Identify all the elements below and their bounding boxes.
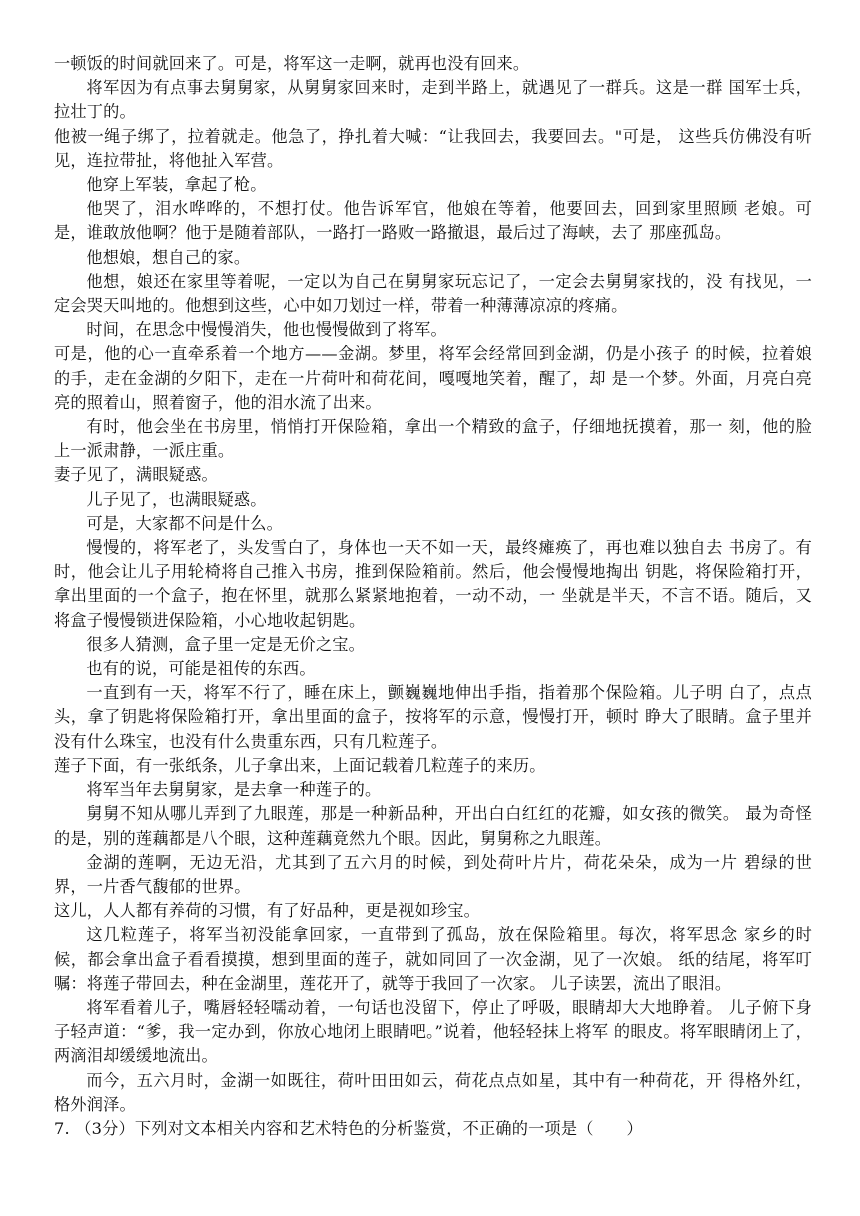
paragraph: 而今，五六月时，金湖一如既往，荷叶田田如云，荷花点点如星，其中有一种荷花，开 得格外红，格外润泽。 (54, 1070, 812, 1114)
story-body (54, 52, 812, 1117)
paragraph: 他想，娘还在家里等着呢，一定以为自己在舅舅家玩忘记了，一定会去舅舅家找的，没 有找见，一定会哭天叫地的。他想到这些，心中如刀划过一样，带着一种薄薄凉凉的疼痛。 (54, 271, 812, 316)
paragraph: 金湖的莲啊，无边无沿，尤其到了五六月的时候，到处荷叶片片，荷花朵朵，成为一片 碧绿的世界，一片香气馥郁的世界。 (54, 852, 812, 896)
paragraph: 一顿饭的时间就回来了。可是，将军这一走啊，就再也没有回来。 (54, 54, 530, 73)
paragraph: 有时，他会坐在书房里，悄悄打开保险箱，拿出一个精致的盒子，仔细地抚摸着，那一 刻，他的脸上一派肃静，一派庄重。 (54, 417, 812, 461)
paragraph: 很多人猜测，盒子里一定是无价之宝。 (86, 634, 365, 654)
paragraph: 将军看着儿子，嘴唇轻轻嚅动着，一句话也没留下，停止了呼吸，眼睛却大大地睁着。 儿子俯下身子轻声道：“爹，我一定办到，你放心地闭上眼睛吧。”说着，他轻轻抹上将军 的眼皮。将军眼睛闭上了，两滴泪却缓缓地流出。 (54, 997, 812, 1066)
paragraph: 他被一绳子绑了，拉着就走。他急了，挣扎着大喊：“让我回去，我要回去。"可是， 这些兵仿佛没有听见，连拉带扯，将他扯入军营。 (54, 126, 812, 170)
paragraph: 他想娘，想自己的家。 (86, 247, 251, 267)
paragraph: 可是，大家都不问是什么。 (86, 513, 284, 533)
paragraph: 这几粒莲子，将军当初没能拿回家，一直带到了孤岛，放在保险箱里。每次，将军思念 家乡的时候，都会拿出盒子看看摸摸，想到里面的莲子，就如同回了一次金湖，见了一次娘。 纸的结尾，将军叮嘱：将莲子带回去，种在金湖里，莲花开了，就等于我回了一次家。 儿子读罢，流出了眼泪。 (54, 925, 812, 993)
paragraph: 这儿，人人都有养荷的习惯，有了好品种，更是视如珍宝。 (54, 901, 481, 921)
paragraph: 时间，在思念中慢慢消失，他也慢慢做到了将军。 (86, 320, 447, 340)
paragraph: 将军因为有点事去舅舅家，从舅舅家回来时，走到半路上，就遇见了一群兵。这是一群 国军士兵，拉壮丁的。 (54, 78, 812, 122)
paragraph: 莲子下面，有一张纸条，儿子拿出来，上面记载着几粒莲子的来历。 (54, 755, 546, 775)
paragraph: 妻子见了，满眼疑惑。 (54, 465, 218, 485)
paragraph: 将军当年去舅舅家，是去拿一种莲子的。 (86, 780, 382, 800)
paragraph: 他穿上军装，拿起了枪。 (86, 175, 267, 195)
paragraph: 他哭了，泪水哗哗的，不想打仗。他告诉军官，他娘在等着，他要回去，回到家里照顾 老娘。可是，谁敢放他啊？他于是随着部队，一路打一路败一路撤退，最后过了海峡，去了 那座孤岛。 (54, 199, 812, 243)
question-7: 7. （3分）下列对文本相关内容和艺术特色的分析鉴赏，不正确的一项是（ ） (54, 1118, 643, 1138)
paragraph: 舅舅不知从哪儿弄到了九眼莲，那是一种新品种，开出白白红红的花瓣，如女孩的微笑。 最为奇怪的是，别的莲藕都是八个眼，这种莲藕竟然九个眼。因此，舅舅称之九眼莲。 (54, 804, 812, 848)
paragraph: 一直到有一天，将军不行了，睡在床上，颤巍巍地伸出手指，指着那个保险箱。儿子明 白了，点点头，拿了钥匙将保险箱打开，拿出里面的盒子，按将军的示意，慢慢打开，顿时 睁大了眼睛。盒子里并没有什么珠宝，也没有什么贵重东西，只有几粒莲子。 (54, 683, 812, 751)
paragraph: 慢慢的，将军老了，头发雪白了，身体也一天不如一天，最终瘫痪了，再也难以独自去 书房了。有时，他会让儿子用轮椅将自己推入书房，推到保险箱前。然后，他会慢慢地掏出 钥匙，将保险箱打开，拿出里面的一个盒子，抱在怀里，就那么紧紧地抱着，一动不动，一 坐就是半天，不言不语。随后，又将盒子慢慢锁进保险箱，小心地收起钥匙。 (54, 538, 812, 630)
paragraph: 儿子见了，也满眼疑惑。 (86, 489, 267, 509)
paragraph: 可是，他的心一直牵系着一个地方——金湖。梦里，将军会经常回到金湖，仍是小孩子 的时候，拉着娘的手，走在金湖的夕阳下，走在一片荷叶和荷花间，嘎嘎地笑着，醒了，却 是一个梦。外面，月亮白亮亮的照着山，照着窗子，他的泪水流了出来。 (54, 344, 812, 412)
paragraph: 也有的说，可能是祖传的东西。 (86, 659, 316, 679)
